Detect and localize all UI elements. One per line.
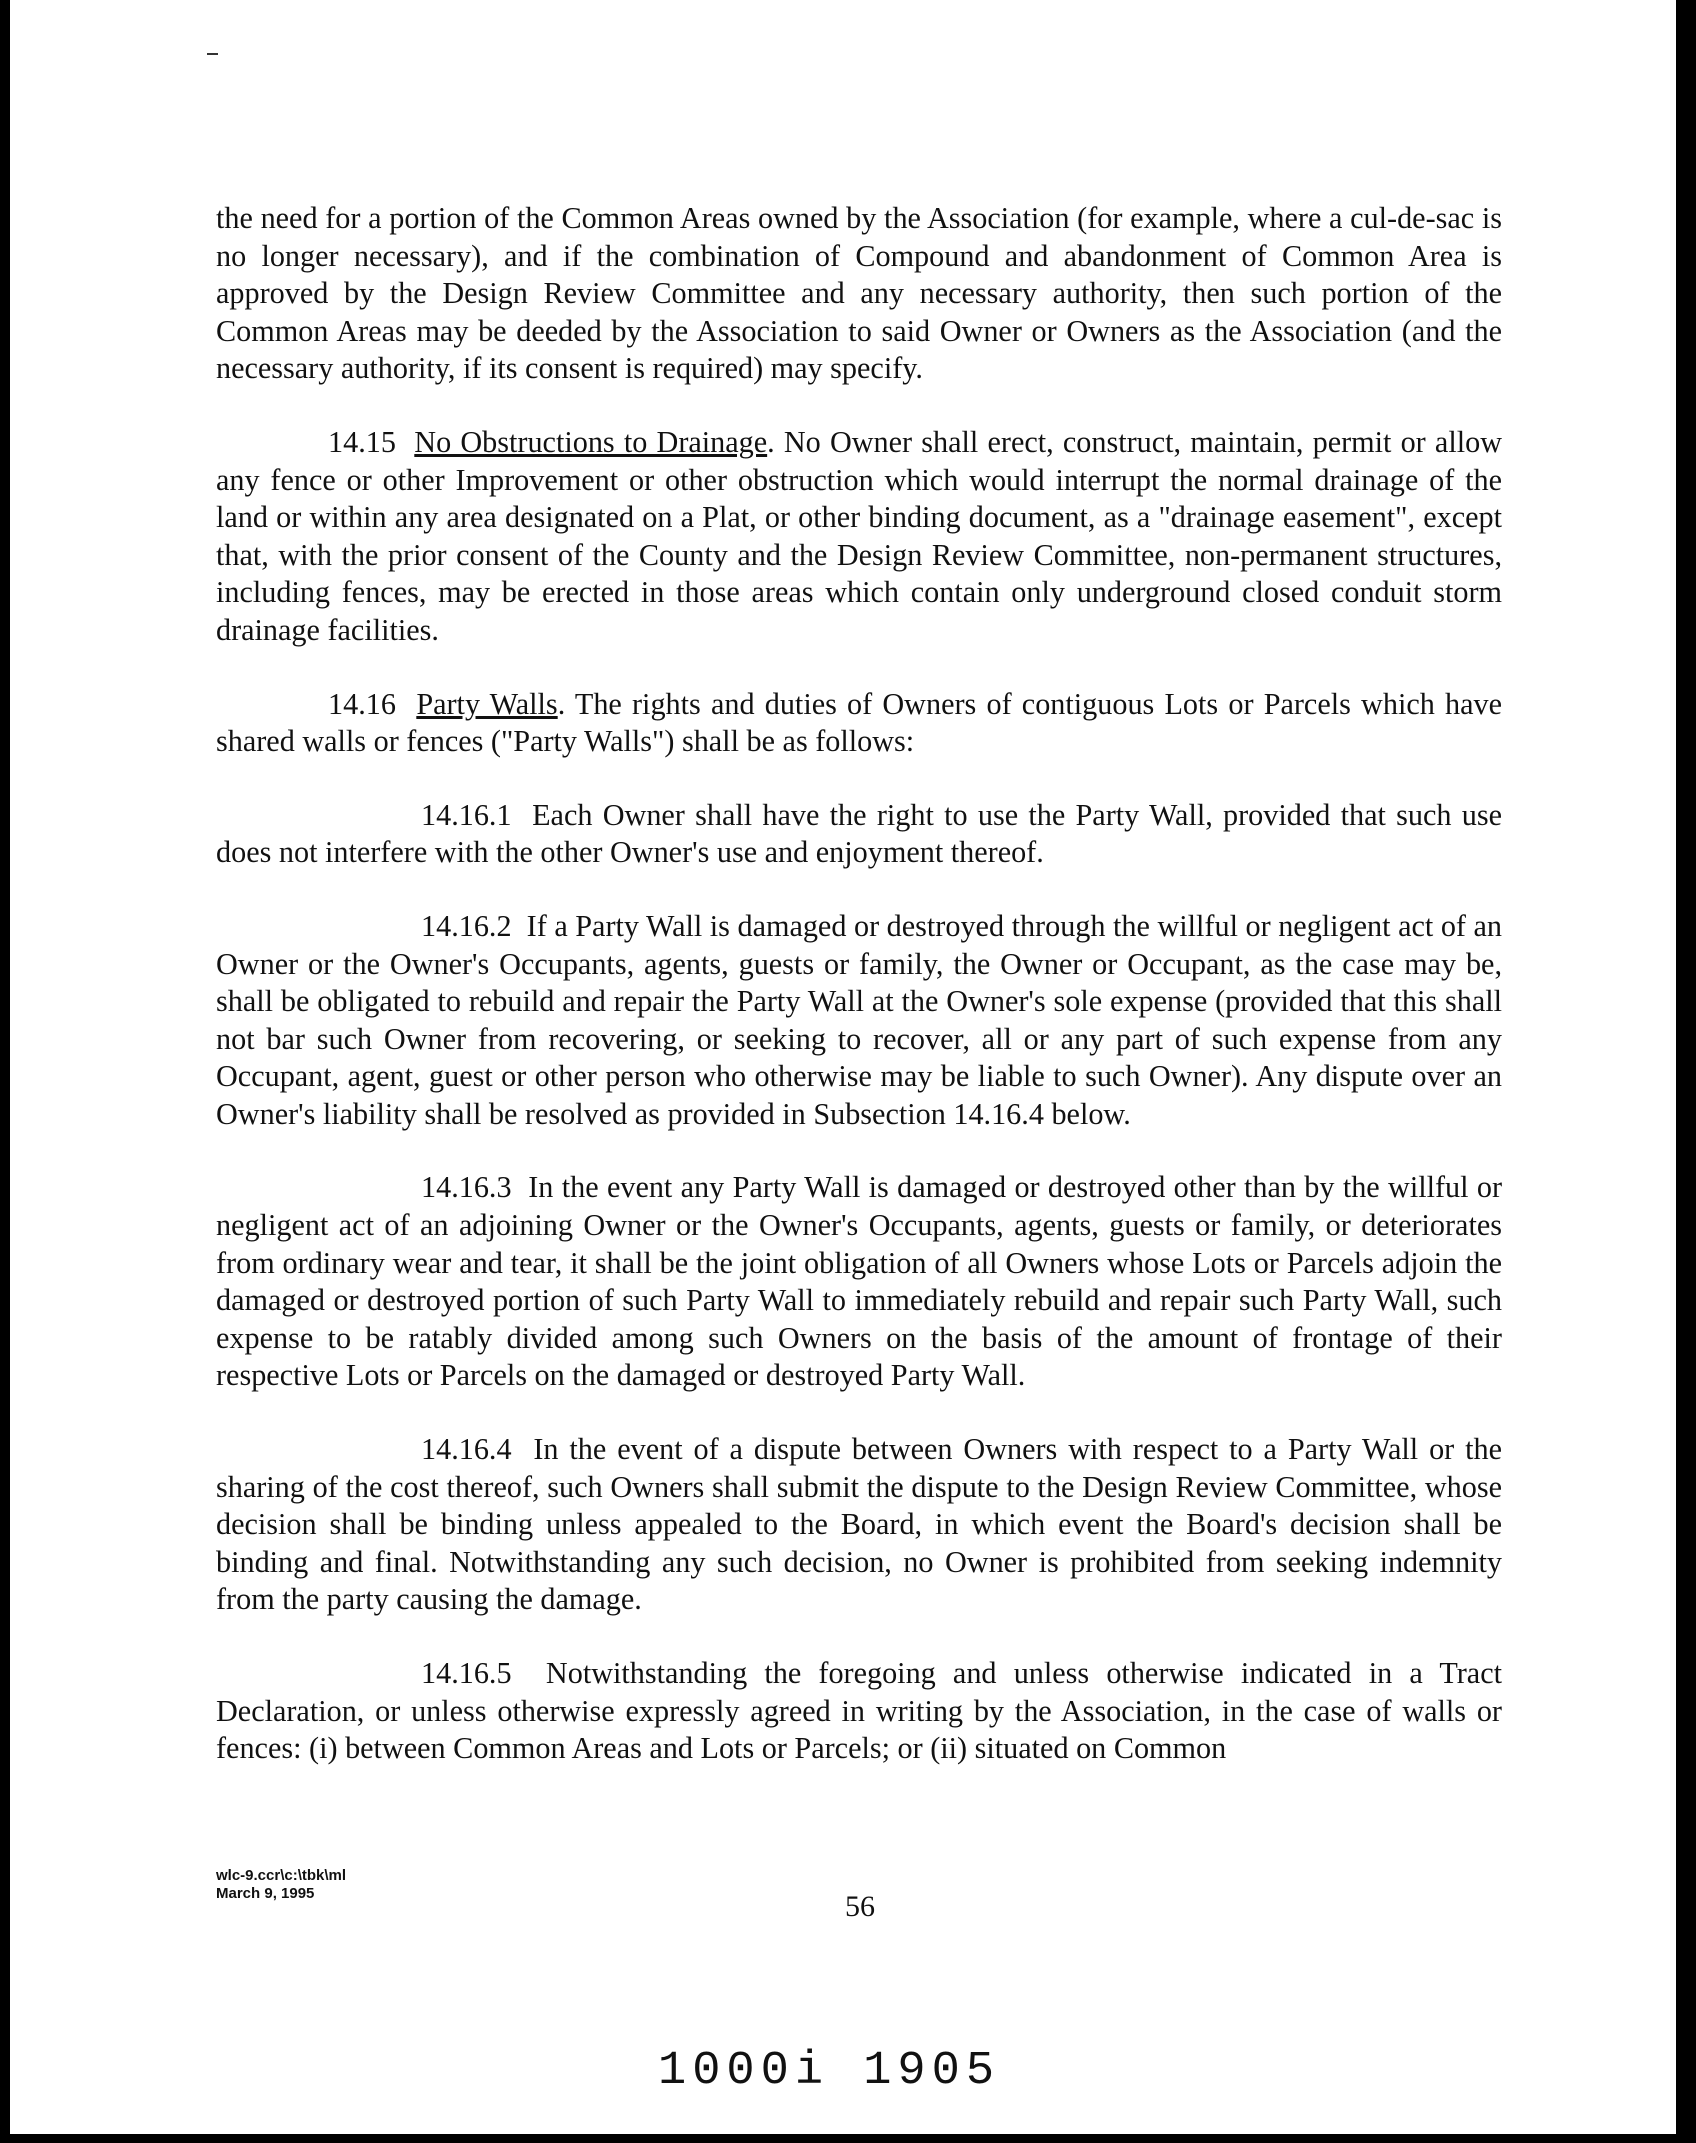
intro-paragraph: the need for a portion of the Common Areas owned by the Association (for example, where a cul-de-sac is no longer necessary), and if the combination of Compound and abandonment of Common Area is approved by the Design Review Committee and any necessary authority, then such portion of the Common Areas may be deeded by the Association to said Owner or Owners as the Association (and the necessary authority, if its consent is required) may specify. bbox=[216, 201, 1502, 386]
subsection-number: 14.16.5 bbox=[421, 1656, 512, 1690]
subsection-text: In the event any Party Wall is damaged or destroyed other than by the willful or negligent act of an adjoining Owner or the Owner's Occupants, agents, guests or family, or deteriorates from ordinary wear and tear, it shall be the joint obligation of all Owners whose Lots or Parcels adjoin the damaged or destroyed portion of such Party Wall to immediately rebuild and repair such Party Wall, such expense to be ratably divided among such Owners on the basis of the amount of frontage of their respective Lots or Parcels on the damaged or destroyed Party Wall. bbox=[216, 1170, 1503, 1393]
subsection-14-16-3 bbox=[216, 1169, 1502, 1395]
section-14-16 bbox=[216, 686, 1502, 761]
scan-speck bbox=[0, 120, 6, 124]
subsection-text: If a Party Wall is damaged or destroyed through the willful or negligent act of an Owner or the Owner's Occupants, agents, guests or family, the Owner or Occupant, as the case may be, shall be obligated to rebuild and repair the Party Wall at the Owner's sole expense (provided that this shall not bar such Owner from recovering, or seeking to recover, all or any part of such expense from any Occupant, agent, guest or other person who otherwise may be liable to such Owner). Any dispute over an Owner's liability shall be resolved as provided in Subsection 14.16.4 below. bbox=[216, 908, 1503, 1131]
section-14-15 bbox=[216, 424, 1502, 650]
subsection-number: 14.16.1 bbox=[421, 797, 512, 832]
subsection-text: In the event of a dispute between Owners with respect to a Party Wall or the sharing of the cost thereof, such Owners shall submit the dispute to the Design Review Committee, whose decision shall be binding unless appealed to the Board, in which event the Board's decision shall be binding and final. Notwithstanding any such decision, no Owner is prohibited from seeking indemnity from the party causing the damage. bbox=[216, 1432, 1502, 1617]
footer-reference bbox=[216, 1867, 346, 1903]
document-stamp-number: 1000i 1905 bbox=[658, 2045, 1001, 2098]
subsection-number: 14.16.4 bbox=[421, 1432, 512, 1467]
section-number: 14.16 bbox=[328, 686, 396, 721]
scan-speck bbox=[1680, 90, 1686, 96]
file-reference: wlc-9.ccr\c:\tbk\ml bbox=[216, 1867, 347, 1884]
footer-date: March 9, 1995 bbox=[216, 1885, 315, 1902]
section-text: . The rights and duties of Owners of contiguous Lots or Parcels which have shared walls or fences ("Party Walls") shall be as follows: bbox=[216, 686, 1503, 759]
subsection-14-16-2 bbox=[216, 908, 1502, 1134]
subsection-text: Each Owner shall have the right to use the Party Wall, provided that such use does not interfere with the other Owner's use and enjoyment thereof. bbox=[216, 797, 1502, 870]
subsection-number: 14.16.3 bbox=[421, 1170, 512, 1205]
section-heading: No Obstructions to Drainage bbox=[414, 424, 768, 459]
scan-speck bbox=[0, 1600, 5, 1680]
section-number: 14.15 bbox=[328, 424, 396, 459]
subsection-14-16-5 bbox=[216, 1655, 1502, 1768]
subsection-number: 14.16.2 bbox=[421, 908, 512, 943]
subsection-text: Notwithstanding the foregoing and unless otherwise indicated in a Tract Declaration, or unless otherwise expressly agreed in writing by the Association, in the case of walls or fences: (i) between Common Areas and Lots or Parcels; or (ii) situated on Common bbox=[216, 1656, 1502, 1766]
page-number: 56 bbox=[845, 1890, 875, 1923]
scan-mark bbox=[207, 53, 218, 55]
document-body bbox=[216, 200, 1502, 1804]
subsection-14-16-1 bbox=[216, 797, 1502, 872]
section-text: . No Owner shall erect, construct, maintain, permit or allow any fence or other Improvement or other obstruction which would interrupt the normal drainage of the land or within any area designated on a Plat, or other binding document, as a "drainage easement", except that, with the prior consent of the County and the Design Review Committee, non-permanent structures, including fences, may be erected in those areas which contain only underground closed conduit storm drainage facilities. bbox=[216, 424, 1502, 647]
section-heading: Party Walls bbox=[416, 686, 558, 721]
document-page bbox=[10, 0, 1676, 2134]
subsection-14-16-4 bbox=[216, 1431, 1502, 1619]
